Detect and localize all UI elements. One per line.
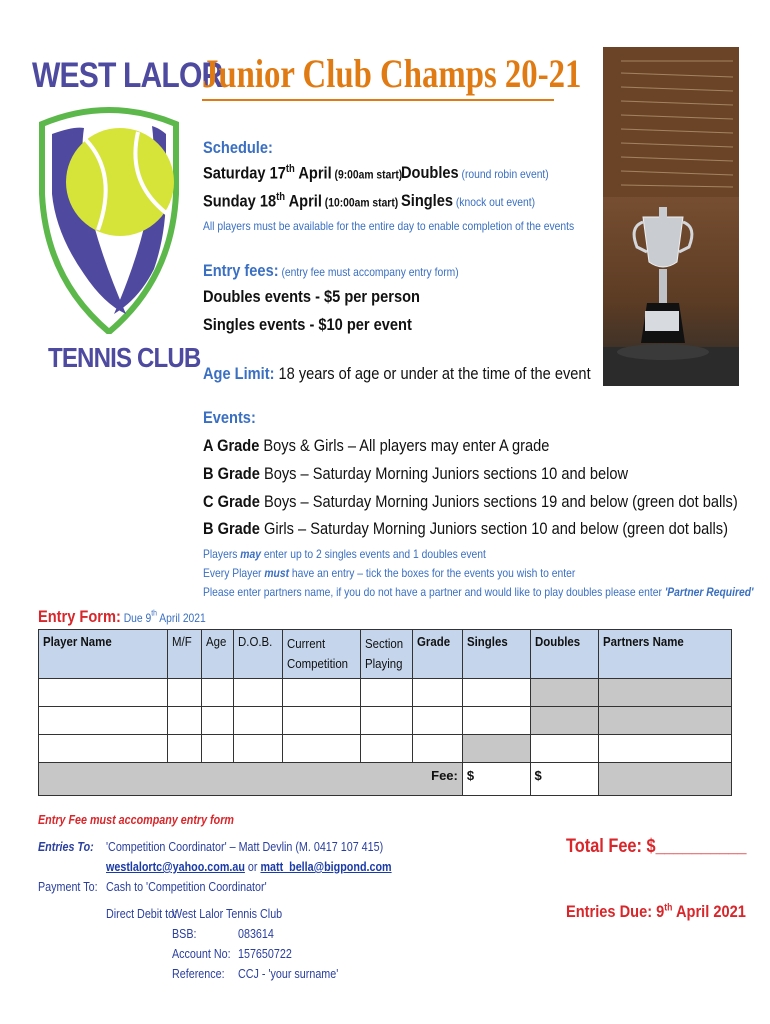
col-partners-name: Partners Name <box>599 630 732 679</box>
email-line: westlalortc@yahoo.com.au or matt_bella@bigpond.com <box>106 860 392 874</box>
event-item: B Grade Boys – Saturday Morning Juniors sections 10 and below <box>203 464 629 483</box>
section-cell[interactable] <box>361 679 413 707</box>
account-value: 157650722 <box>238 947 292 961</box>
table-row <box>39 707 732 735</box>
schedule-event-2: Singles (knock out event) <box>401 191 536 210</box>
singles-cell[interactable] <box>462 679 530 707</box>
page-title: Junior Club Champs 20-21 <box>202 51 582 96</box>
col-doubles: Doubles <box>530 630 598 679</box>
dob-cell[interactable] <box>233 735 282 763</box>
mf-cell[interactable] <box>168 735 202 763</box>
player-name-cell[interactable] <box>39 679 168 707</box>
partner-cell <box>599 707 732 735</box>
fee-empty-cell <box>599 763 732 796</box>
events-note-2: Every Player must have an entry – tick the boxes for the events you wish to enter <box>203 566 576 580</box>
fee-label-cell: Fee: <box>39 763 463 796</box>
payment-value: Cash to 'Competition Coordinator' <box>106 880 267 894</box>
email-link-club[interactable]: westlalortc@yahoo.com.au <box>106 860 245 874</box>
entry-form-table <box>38 629 732 796</box>
reference-label: Reference: <box>172 967 225 981</box>
entries-to-value: 'Competition Coordinator' – Matt Devlin (M. 0417 107 415) <box>106 840 384 854</box>
reference-value: CCJ - 'your surname' <box>238 967 339 981</box>
col-singles: Singles <box>462 630 530 679</box>
logo-title: WEST LALOR <box>32 56 223 95</box>
col-age: Age <box>201 630 233 679</box>
account-label: Account No: <box>172 947 231 961</box>
trophy-photo <box>603 47 739 386</box>
col-grade: Grade <box>413 630 462 679</box>
debit-value: West Lalor Tennis Club <box>172 907 283 921</box>
fee-must-note: Entry Fee must accompany entry form <box>38 813 234 827</box>
schedule-heading: Schedule: <box>203 138 273 157</box>
events-note-1: Players may enter up to 2 singles events and 1 doubles event <box>203 547 486 561</box>
event-item: A Grade Boys & Girls – All players may enter A grade <box>203 436 550 455</box>
age-limit: Age Limit: 18 years of age or under at the time of the event <box>203 364 591 383</box>
table-row <box>39 735 732 763</box>
entries-to-label: Entries To: <box>38 840 94 854</box>
trophy-icon <box>603 47 739 386</box>
payment-label: Payment To: <box>38 880 98 894</box>
events-note-3: Please enter partners name, if you do not have a partner and would like to play doubles please enter 'Partner Required' <box>203 585 754 599</box>
event-item: B Grade Girls – Saturday Morning Juniors section 10 and below (green dot balls) <box>203 519 728 538</box>
age-cell[interactable] <box>201 735 233 763</box>
doubles-fee: Doubles events - $5 per person <box>203 287 420 306</box>
col-player-name: Player Name <box>39 630 168 679</box>
schedule-row-2: Sunday 18th April (10:00am start) <box>203 191 399 211</box>
partner-cell[interactable] <box>599 735 732 763</box>
doubles-cell <box>530 707 598 735</box>
availability-note: All players must be available for the entire day to enable completion of the events <box>203 219 575 233</box>
age-cell[interactable] <box>201 679 233 707</box>
competition-cell[interactable] <box>282 735 360 763</box>
partner-cell <box>599 679 732 707</box>
entries-due: Entries Due: 9th April 2021 <box>566 902 746 921</box>
fees-heading: Entry fees: (entry fee must accompany entry form) <box>203 261 459 280</box>
table-header-row <box>39 630 732 679</box>
col-mf: M/F <box>168 630 202 679</box>
singles-cell[interactable] <box>462 707 530 735</box>
debit-label: Direct Debit to: <box>106 907 178 921</box>
bsb-value: 083614 <box>238 927 274 941</box>
schedule-event-1: Doubles (round robin event) <box>401 163 549 182</box>
title-underline <box>202 99 554 101</box>
dob-cell[interactable] <box>233 679 282 707</box>
section-cell[interactable] <box>361 735 413 763</box>
schedule-row-1: Saturday 17th April (9:00am start) <box>203 163 403 183</box>
mf-cell[interactable] <box>168 679 202 707</box>
fee-doubles-cell[interactable]: $ <box>530 763 598 796</box>
fee-singles-cell[interactable]: $ <box>462 763 530 796</box>
age-cell[interactable] <box>201 707 233 735</box>
bsb-label: BSB: <box>172 927 197 941</box>
col-current-competition: Current Competition <box>282 630 360 679</box>
event-item: C Grade Boys – Saturday Morning Juniors sections 19 and below (green dot balls) <box>203 492 738 511</box>
doubles-cell <box>530 679 598 707</box>
grade-cell[interactable] <box>413 735 462 763</box>
singles-fee: Singles events - $10 per event <box>203 315 412 334</box>
events-heading: Events: <box>203 408 256 427</box>
table-row <box>39 679 732 707</box>
col-section-playing: Section Playing <box>361 630 413 679</box>
player-name-cell[interactable] <box>39 735 168 763</box>
fee-row <box>39 763 732 796</box>
col-dob: D.O.B. <box>233 630 282 679</box>
singles-cell <box>462 735 530 763</box>
entry-form-heading: Entry Form: Due 9th April 2021 <box>38 607 206 626</box>
player-name-cell[interactable] <box>39 707 168 735</box>
competition-cell[interactable] <box>282 707 360 735</box>
dob-cell[interactable] <box>233 707 282 735</box>
total-fee: Total Fee: $__________ <box>566 836 747 857</box>
competition-cell[interactable] <box>282 679 360 707</box>
grade-cell[interactable] <box>413 679 462 707</box>
email-link-coordinator[interactable]: matt_bella@bigpond.com <box>260 860 392 874</box>
logo-subtitle: TENNIS CLUB <box>48 342 201 373</box>
grade-cell[interactable] <box>413 707 462 735</box>
section-cell[interactable] <box>361 707 413 735</box>
doubles-cell[interactable] <box>530 735 598 763</box>
tennis-shield-logo-icon <box>34 104 184 334</box>
mf-cell[interactable] <box>168 707 202 735</box>
